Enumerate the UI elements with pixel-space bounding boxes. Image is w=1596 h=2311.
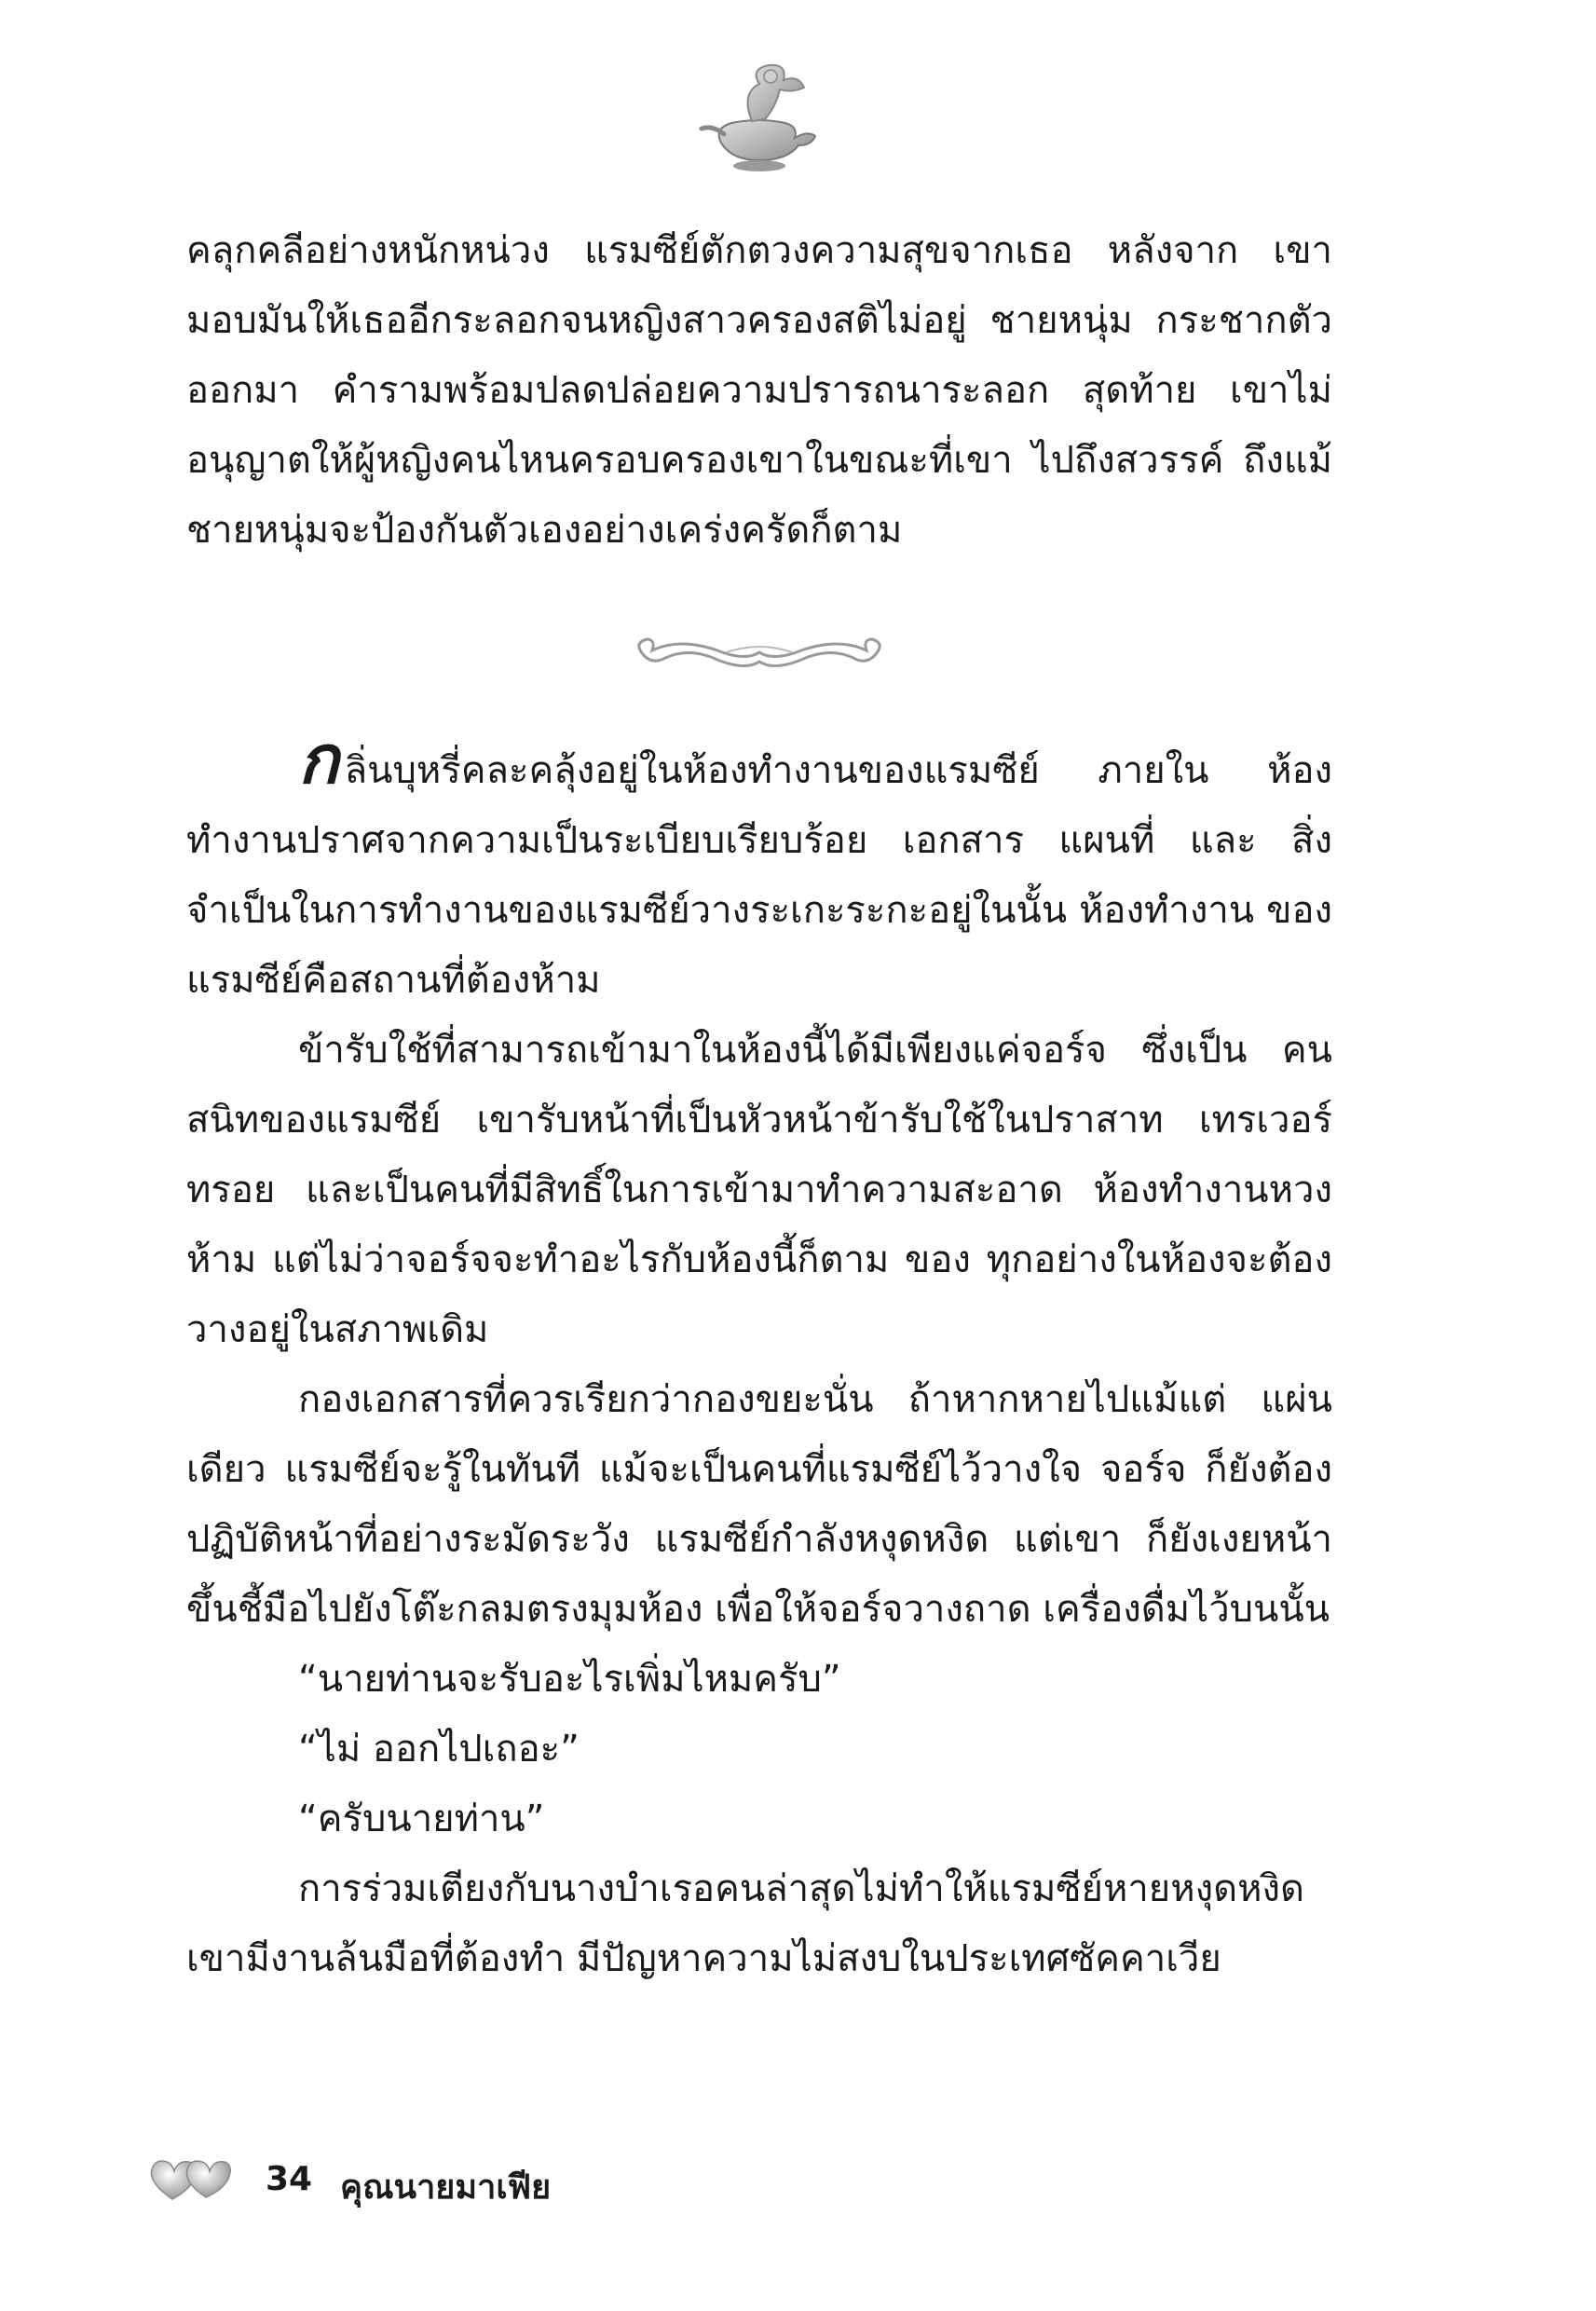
paragraph-1-text: ลิ่นบุหรี่คละคลุ้งอยู่ในห้องทำงานของแรมซีย์ ภายใน ห้องทำงานปราศจากความเป็นระเบียบเรียบร้อย เอกสาร แผนที่ และ สิ่งจำเป็นในการทำงานของแรมซีย์วางระเกะระกะอยู่ในนั้น ห้องทำงาน ของแรมซีย์คือสถานที่ต้องห้าม bbox=[186, 749, 1332, 1002]
paragraph-4: การร่วมเตียงกับนางบำเรอคนล่าสุดไม่ทำให้แรมซีย์หายหงุดหงิด เขามีงานล้นมือที่ต้องทำ มีปัญหาความไม่สงบในประเทศซัคคาเวีย bbox=[186, 1867, 1304, 1980]
paragraph-3: กองเอกสารที่ควรเรียกว่ากองขยะนั่น ถ้าหากหายไปแม้แต่ แผ่นเดียว แรมซีย์จะรู้ในทันที แม้จะเป็นคนที่แรมซีย์ไว้วางใจ จอร์จ ก็ยังต้องปฏิบัติหน้าที่อย่างระมัดระวัง แรมซีย์กำลังหงุดหงิด แต่เขา ก็ยังเงยหน้าขึ้นชี้มือไปยังโต๊ะกลมตรงมุมห้อง เพื่อให้จอร์จวางถาด เครื่องดื่มไว้บนนั้น bbox=[186, 1378, 1332, 1631]
page-footer bbox=[144, 2153, 890, 2208]
hearts-icon bbox=[144, 2153, 233, 2204]
paragraph: คลุกคลีอย่างหนักหน่วง แรมซีย์ตักตวงความสุขจากเธอ หลังจาก เขามอบมันให้เธออีกระลอกจนหญิงสาวครองสติไม่อยู่ ชายหนุ่ม กระชากตัวออกมา คำรามพร้อมปลดปล่อยความปรารถนาระลอก สุดท้าย เขาไม่อนุญาตให้ผู้หญิงคนไหนครอบครองเขาในขณะที่เขา ไปถึงสวรรค์ ถึงแม้ชายหนุ่มจะป้องกันตัวเองอย่างเคร่งครัดก็ตาม bbox=[186, 229, 1332, 552]
book-title: คุณนายมาเฟีย bbox=[340, 2168, 552, 2207]
drop-cap: ก bbox=[298, 720, 339, 799]
text-block-main bbox=[186, 720, 1332, 1994]
genie-lamp-ornament-icon bbox=[694, 56, 825, 177]
page-number: 34 bbox=[266, 2160, 313, 2198]
text-block-top bbox=[186, 216, 1332, 566]
dialogue-3: “ครับนายท่าน” bbox=[298, 1798, 545, 1840]
paragraph-2: ข้ารับใช้ที่สามารถเข้ามาในห้องนี้ได้มีเพียงแค่จอร์จ ซึ่งเป็น คนสนิทของแรมซีย์ เขารับหน้าที่เป็นหัวหน้าข้ารับใช้ในปราสาท เทรเวอร์ทรอย และเป็นคนที่มีสิทธิ์ในการเข้ามาทำความสะอาด ห้องทำงานหวงห้าม แต่ไม่ว่าจอร์จจะทำอะไรกับห้องนี้ก็ตาม ของ ทุกอย่างในห้องจะต้องวางอยู่ในสภาพเดิม bbox=[186, 1029, 1332, 1351]
scroll-divider-ornament-icon bbox=[624, 624, 894, 680]
dialogue-1: “นายท่านจะรับอะไรเพิ่มไหมครับ” bbox=[298, 1658, 841, 1701]
dialogue-2: “ไม่ ออกไปเถอะ” bbox=[298, 1728, 580, 1771]
paragraph-1 bbox=[186, 720, 1332, 1016]
